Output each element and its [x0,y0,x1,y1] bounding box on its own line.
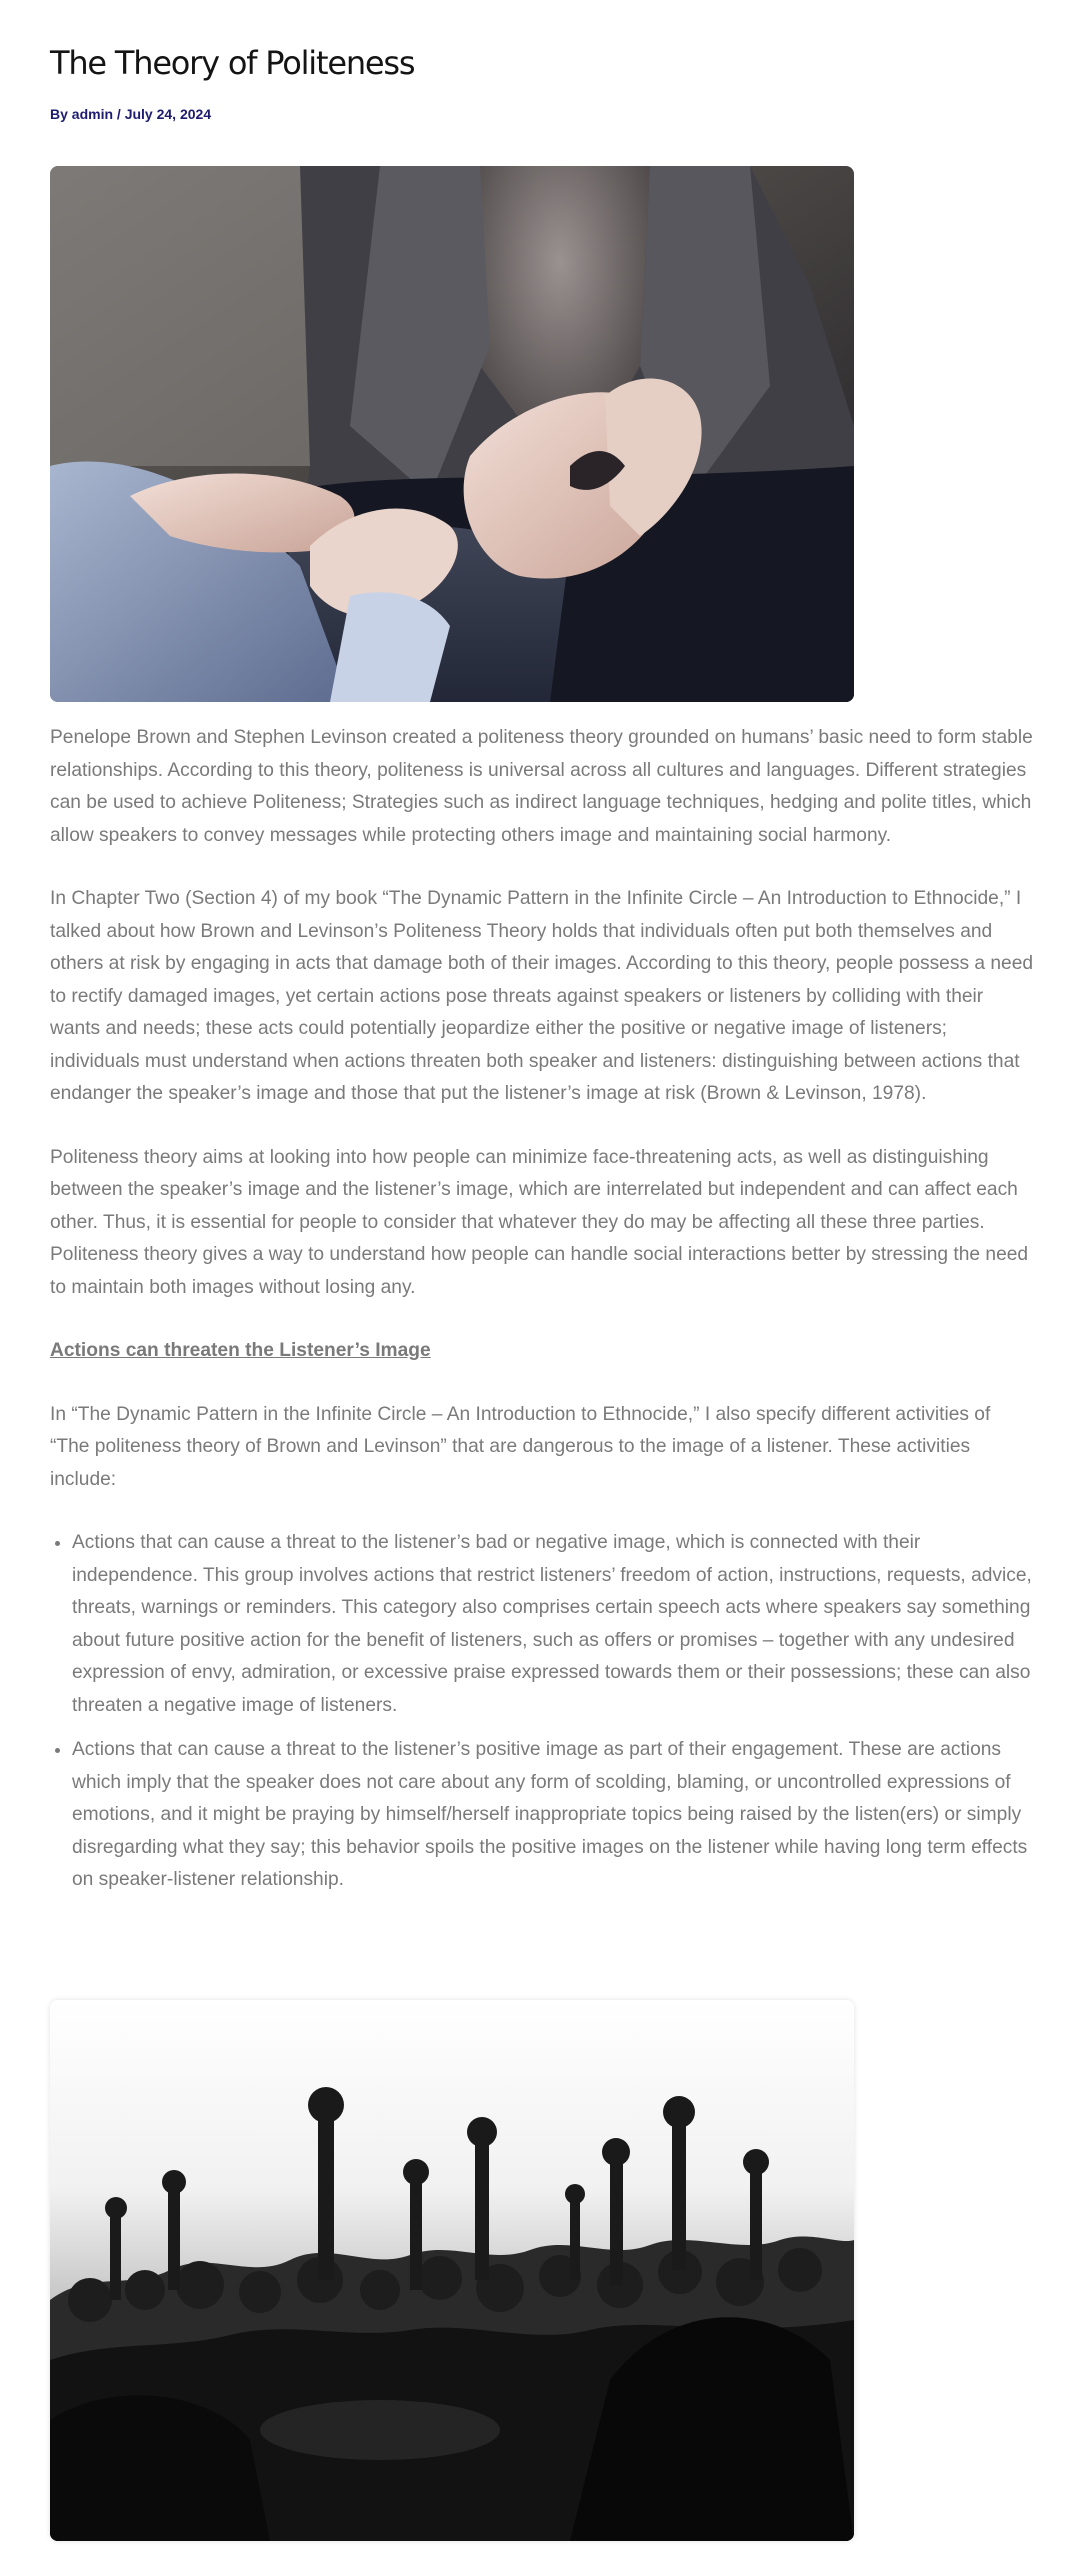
hero-image [50,166,854,702]
list-item: • Actions that can cause a threat to the listener’s bad or negative image, which is connected with their independence. This group involves actions that restrict listeners’ freedom of action, instructions, requests, advice, threats, warnings or reminders. This category also comprises certain speech acts where speakers say something about future positive action for the benefit of listeners, such as offers or promises – together with any undesired expression of envy, admiration, or excessive praise expressed towards them or their possessions; these can also threaten a negative image of listeners. [72,1527,1034,1722]
section-heading: Actions can threaten the Listener’s Image [50,1340,431,1361]
meta-date-link[interactable]: July 24, 2024 [124,106,212,122]
crowd-image [50,2000,854,2541]
list-item: • Actions that can cause a threat to the listener’s positive image as part of their engagement. These are actions which imply that the speaker does not care about any form of scolding, blaming, or uncontrolled expressions of emotions, and it might be praying by himself/herself inappropriate topics being raised by the listen(ers) or simply disregarding what they say; this behavior spoils the positive images on the listener while having long term effects on speaker-listener relationship. [72,1734,1034,1897]
meeting-hands-photo-icon [50,166,854,702]
article-paragraph-1: Penelope Brown and Stephen Levinson created a politeness theory grounded on humans’ basic need to form stable relationships. According to this theory, politeness is universal across all cultures and languages. Different strategies can be used to achieve Politeness; Strategies such as indirect language techniques, hedging and polite titles, which allow speakers to convey messages while protecting others image and maintaining social harmony. [50,727,1033,846]
activities-list [50,1527,1034,1897]
meta-by: By [50,106,68,122]
post-meta [50,106,211,122]
meta-author-link[interactable]: admin [71,106,114,122]
article-paragraph-3: Politeness theory aims at looking into how people can minimize face-threatening acts, as well as distinguishing between the speaker’s image and the listener’s image, which are interrelated but independent and can affect each other. Thus, it is essential for people to consider that whatever they do may be affecting all these three parties. Politeness theory gives a way to understand how people can handle social interactions better by stressing the need to maintain both images without losing any. [50,1146,1029,1298]
article-paragraph-2: In Chapter Two (Section 4) of my book “The Dynamic Pattern in the Infinite Circle – An Introduction to Ethnocide,” I talked about how Brown and Levinson’s Politeness Theory holds that individuals often put both themselves and others at risk by engaging in acts that damage both of their images. According to this theory, people possess a need to rectify damaged images, yet certain actions pose threats against speakers or listeners by colliding with their wants and needs; these acts could potentially jeopardize either the positive or negative image of listeners; individuals must understand when actions threaten both speaker and listeners: distinguishing between actions that endanger the speaker’s image and those that put the listener’s image at risk (Brown & Levinson, 1978). [50,888,1034,1104]
article-paragraph-4: In “The Dynamic Pattern in the Infinite Circle – An Introduction to Ethnocide,” I also specify different activities of “The politeness theory of Brown and Levinson” that are dangerous to the image of a listener. These activities include: [50,1403,991,1490]
article-body [50,722,1034,1909]
crowd-photo-icon [50,2000,854,2541]
post-title: The Theory of Politeness [50,44,415,82]
meta-separator: / [116,106,121,122]
